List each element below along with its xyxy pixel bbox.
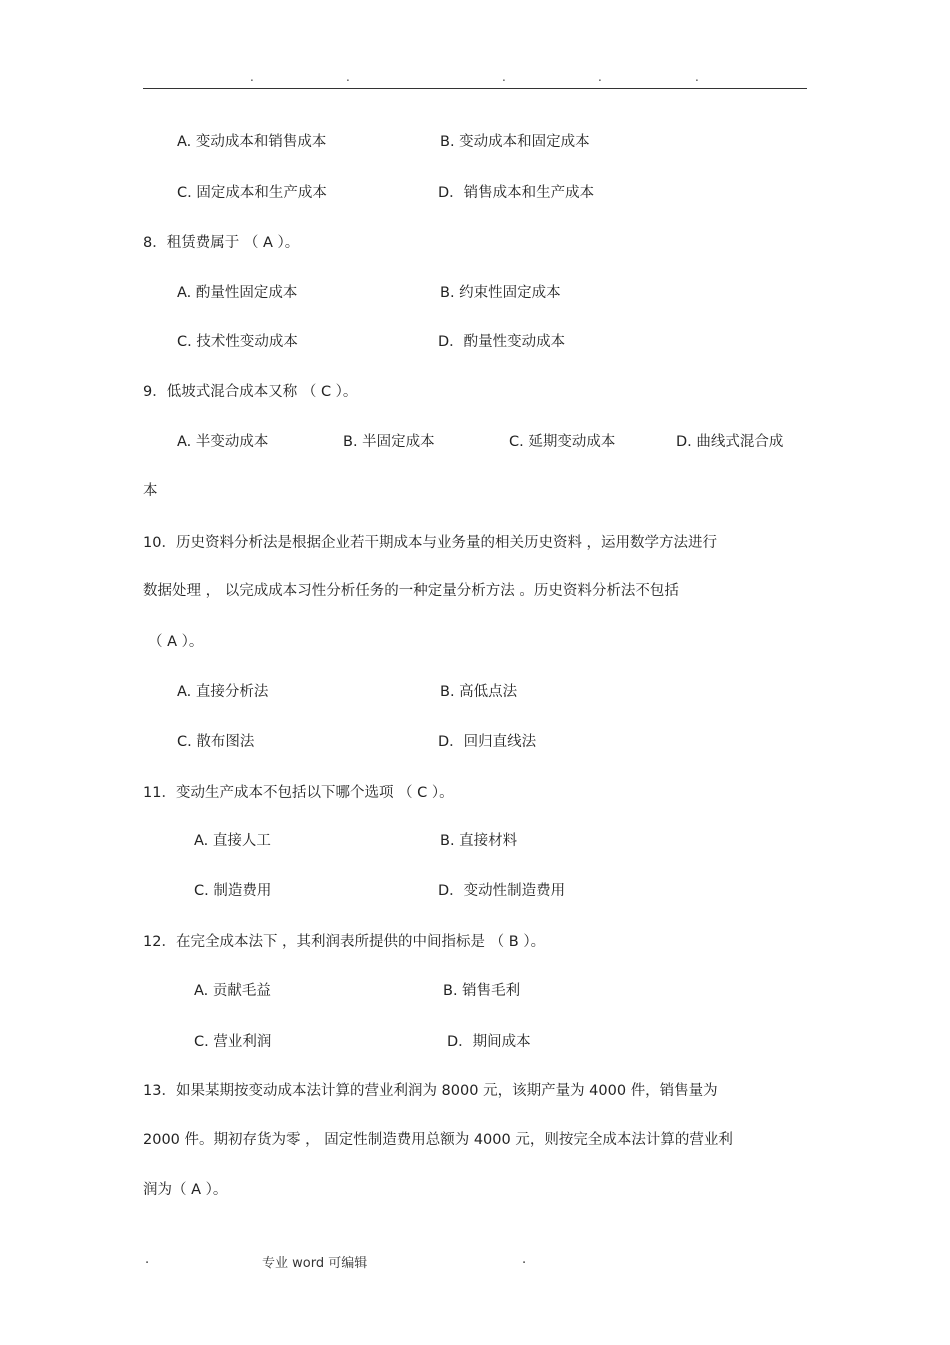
option-a: A. 酌量性固定成本 <box>177 285 298 301</box>
footer-dot-right: . <box>522 1252 527 1267</box>
question-13-line-1: 13．如果某期按变动成本法计算的营业利润为 8000 元，该期产量为 4000 件，销售量为 <box>143 1083 718 1099</box>
question-9-stem: 9．低坡式混合成本又称 （ C ）。 <box>143 384 358 400</box>
option-a: A. 贡献毛益 <box>194 983 271 999</box>
option-a: A. 直接人工 <box>194 833 271 849</box>
footer-text: 专业 word 可编辑 <box>262 1256 368 1271</box>
question-10-answer: （ A ）。 <box>148 634 204 650</box>
option-c: C. 固定成本和生产成本 <box>177 185 327 201</box>
option-a: A. 变动成本和销售成本 <box>177 134 327 150</box>
question-10-line-1: 10．历史资料分析法是根据企业若干期成本与业务量的相关历史资料 ，运用数学方法进行 <box>143 535 718 551</box>
option-b: B. 销售毛利 <box>443 983 521 999</box>
option-c: C. 技术性变动成本 <box>177 334 298 350</box>
option-d: D．期间成本 <box>447 1034 531 1050</box>
option-b: B. 半固定成本 <box>343 434 435 450</box>
question-8-stem: 8．租赁费属于 （ A ）。 <box>143 235 300 251</box>
footer-dot-left: . <box>145 1252 150 1267</box>
option-c: C. 延期变动成本 <box>509 434 616 450</box>
option-b: B. 直接材料 <box>440 833 518 849</box>
option-d: D．回归直线法 <box>438 734 537 750</box>
header-dot: . <box>346 70 350 84</box>
option-d: D. 曲线式混合成 <box>676 434 784 450</box>
header-dot: . <box>598 70 602 84</box>
option-d-continuation: 本 <box>143 483 158 499</box>
option-d: D．酌量性变动成本 <box>438 334 566 350</box>
option-b: B. 约束性固定成本 <box>440 285 561 301</box>
option-a: A. 半变动成本 <box>177 434 269 450</box>
option-b: B. 高低点法 <box>440 684 518 700</box>
header-rule <box>143 88 807 89</box>
option-d: D．销售成本和生产成本 <box>438 185 595 201</box>
question-13-line-3: 润为（ A ）。 <box>143 1182 228 1198</box>
option-d: D．变动性制造费用 <box>438 883 566 899</box>
question-13-line-2: 2000 件。期初存货为零 ， 固定性制造费用总额为 4000 元，则按完全成本法计算的营业利 <box>143 1132 733 1148</box>
header-dot: . <box>695 70 699 84</box>
option-b: B. 变动成本和固定成本 <box>440 134 590 150</box>
question-10-line-2: 数据处理 ， 以完成成本习性分析任务的一种定量分析方法 。历史资料分析法不包括 <box>143 583 679 599</box>
option-a: A. 直接分析法 <box>177 684 269 700</box>
option-c: C. 制造费用 <box>194 883 272 899</box>
option-c: C. 散布图法 <box>177 734 255 750</box>
option-c: C. 营业利润 <box>194 1034 272 1050</box>
header-dot: . <box>502 70 506 84</box>
question-11-stem: 11．变动生产成本不包括以下哪个选项 （ C ）。 <box>143 785 454 801</box>
question-12-stem: 12．在完全成本法下 ，其利润表所提供的中间指标是 （ B ）。 <box>143 934 546 950</box>
header-dot: . <box>250 70 254 84</box>
